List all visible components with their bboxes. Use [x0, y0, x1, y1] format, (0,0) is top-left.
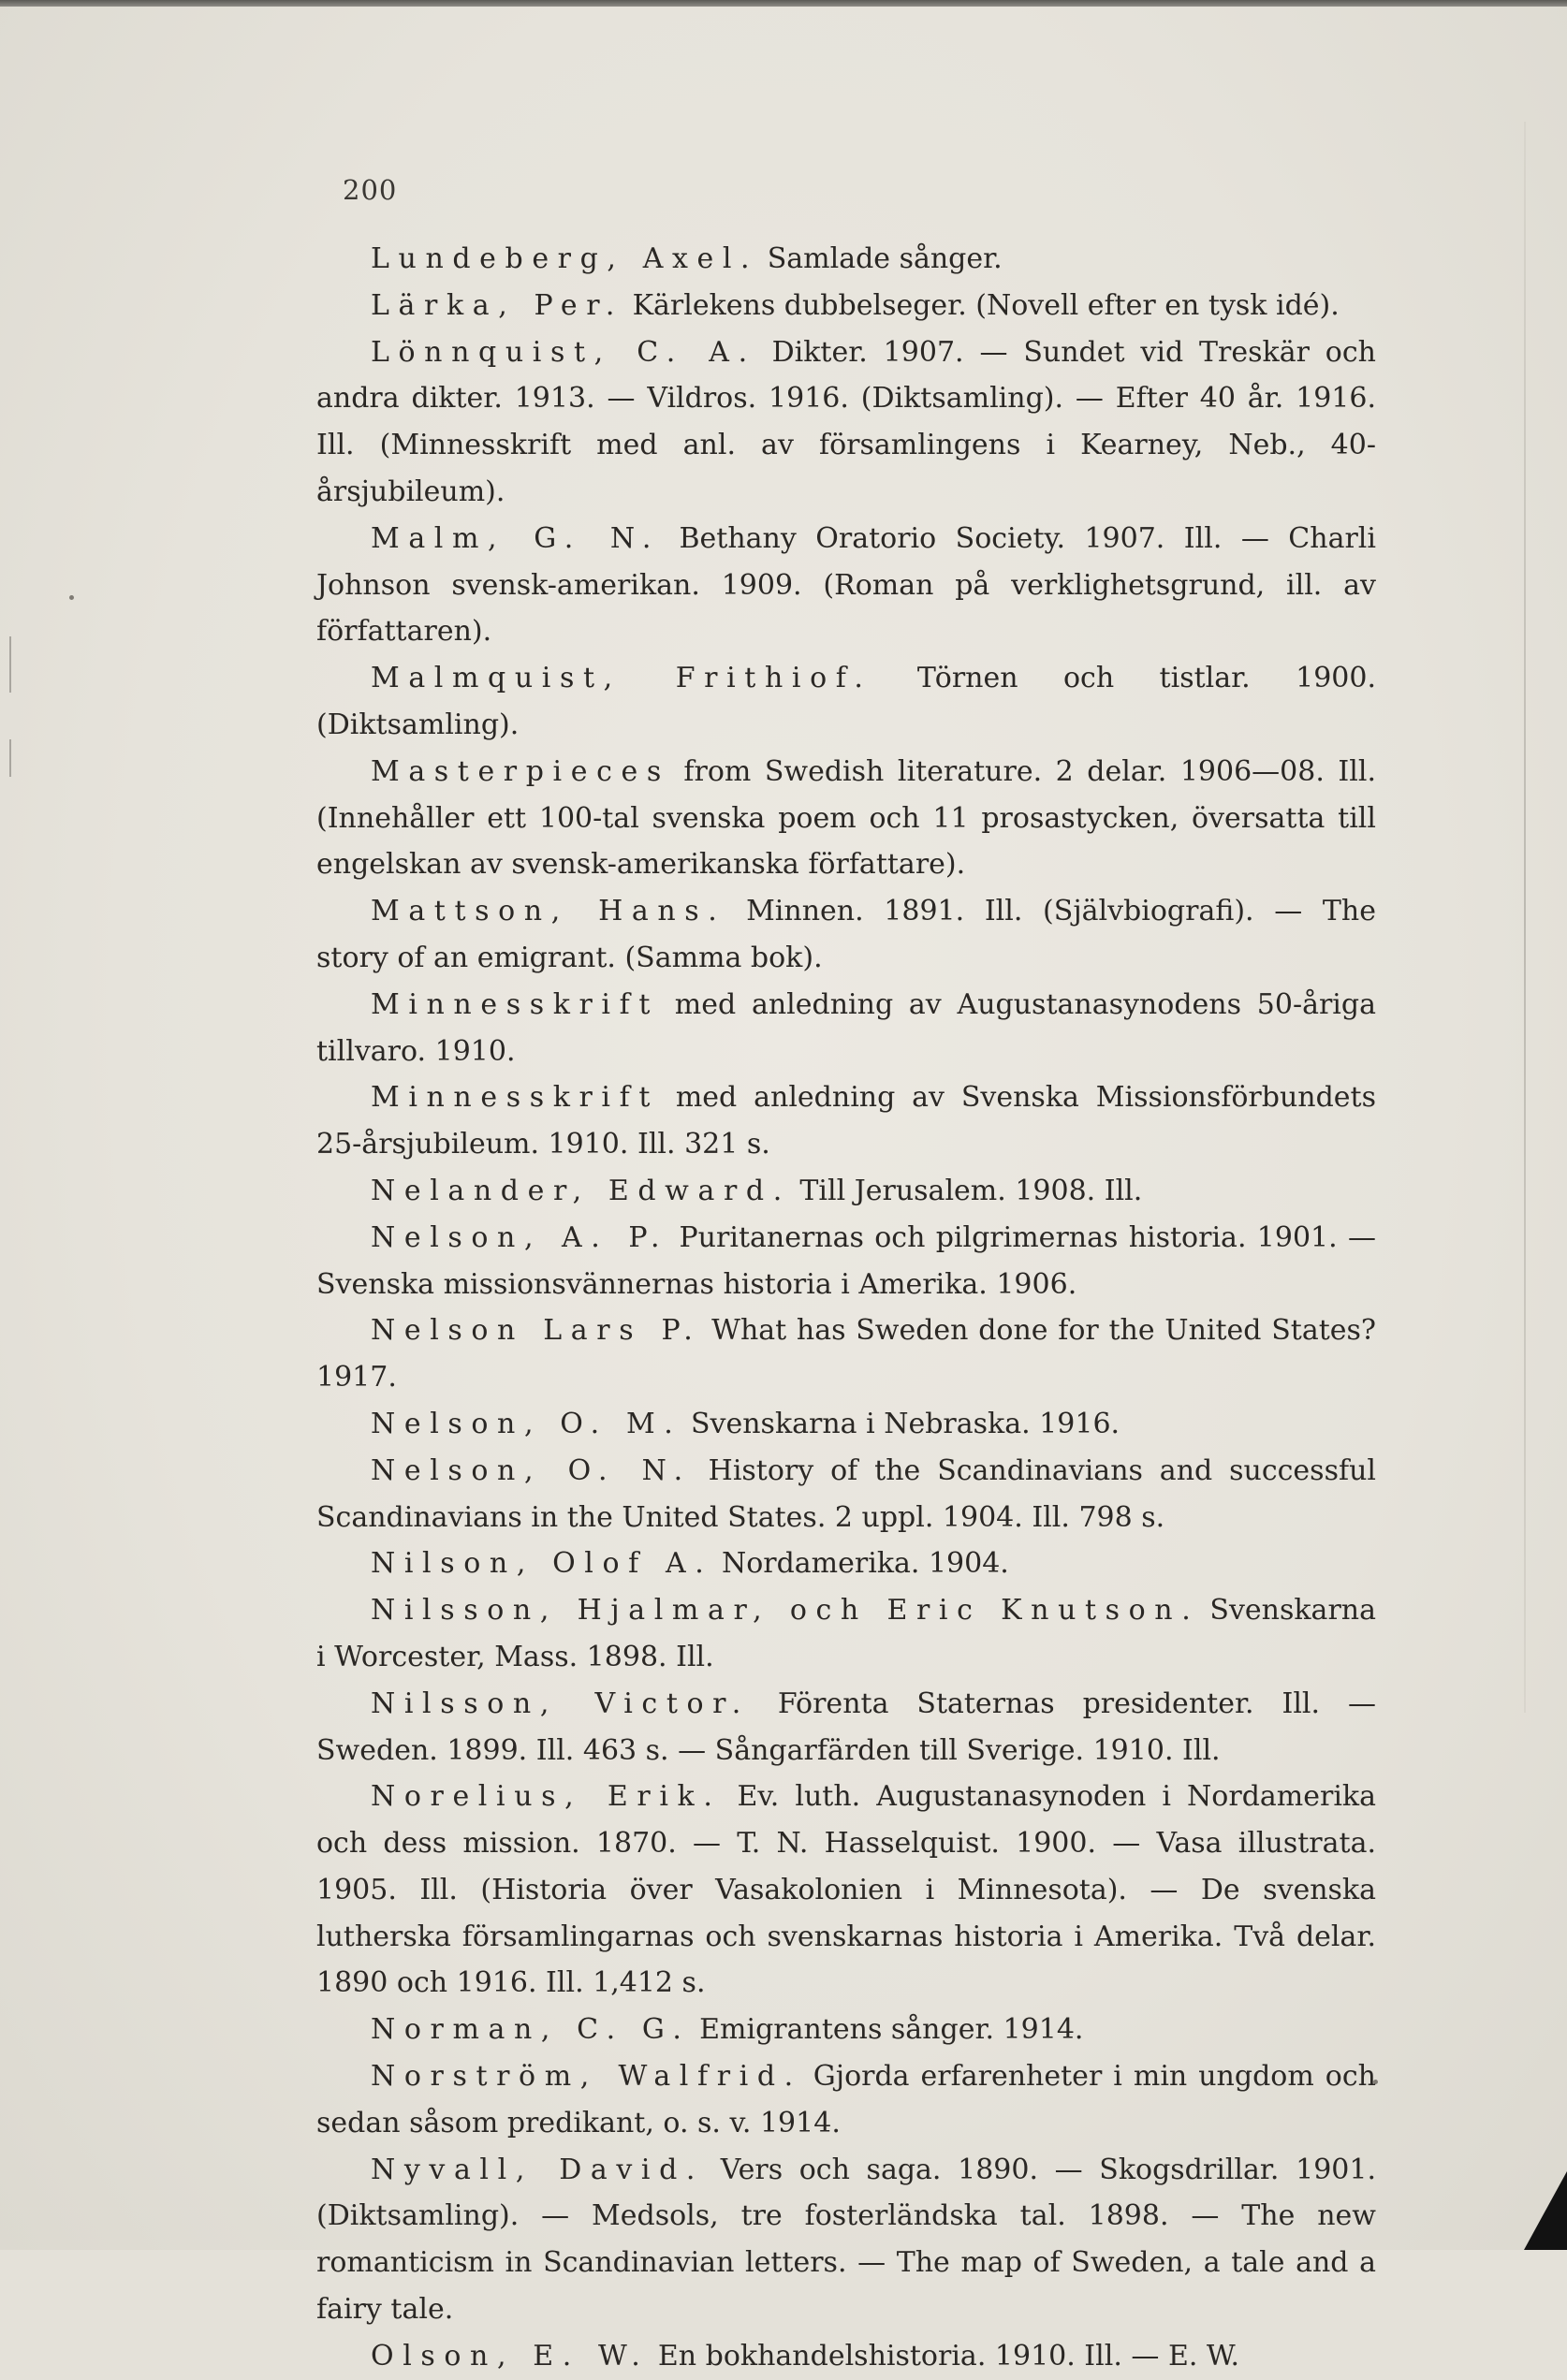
entry-text: med anledning av Svenska Missionsförbundets 25-årsjubileum. 1910. Ill. 321 s.: [316, 1081, 1376, 1161]
entry-text: Törnen och tistlar. 1900. (Diktsamling).: [316, 662, 1376, 741]
entry-text: Puritanernas och pilgrimernas historia. 1901. — Svenska missionsvännernas historia i Amerika. 1906.: [316, 1220, 1376, 1301]
page-number: 200: [343, 174, 398, 206]
entry-text: Vers och saga. 1890. — Skogsdrillar. 1901. (Diktsamling). — Medsols, tre fosterländska tal. 1898. — The new romanticism in Scandinavian letters. — The map of Sweden, a tale and a fairy tale.: [316, 2153, 1376, 2327]
entry-text: History of the Scandinavians and successful Scandinavians in the United States. 2 uppl. 1904. Ill. 798 s.: [316, 1453, 1376, 1534]
entry-author: Nelson Lars P.: [371, 1314, 702, 1348]
scan-corner-shadow: [1524, 2171, 1567, 2250]
entry-author: Olson, E. W.: [371, 2339, 650, 2373]
bibliography-entry: [316, 236, 1376, 283]
entry-author: Nelson, O. M.: [371, 1407, 682, 1440]
entry-author: Nelson, O. N.: [371, 1453, 692, 1487]
bibliography-entry: [316, 2007, 1376, 2053]
entry-text: Till Jerusalem. 1908. Ill.: [799, 1174, 1143, 1207]
entry-author: Norström, Walfrid.: [371, 2060, 802, 2094]
entry-author: Nilsson, Victor.: [371, 1686, 750, 1720]
entry-text: from Swedish literature. 2 delar. 1906—08. Ill. (Innehåller ett 100-tal svenska poem och 11 prosastycken, översatta till engelskan av svensk-amerikanska författare).: [316, 754, 1376, 882]
entry-author: Minnesskrift: [371, 1081, 659, 1115]
entry-author: Nelson, A. P.: [371, 1220, 669, 1254]
bibliography-entry: [316, 1774, 1376, 2007]
bibliography-entry: [316, 2147, 1376, 2333]
entry-author: Nilsson, Hjalmar, och Eric Knutson.: [371, 1594, 1200, 1628]
entry-author: Mattson, Hans.: [371, 895, 726, 928]
entry-text: Svenskarna i Worcester, Mass. 1898. Ill.: [316, 1594, 1376, 1673]
entry-author: Nilson, Olof A.: [371, 1547, 713, 1581]
entry-author: Masterpieces: [371, 754, 670, 788]
entry-author: Malm, G. N.: [371, 521, 661, 555]
bibliography-entry: [316, 1587, 1376, 1681]
scan-margin-mark: [9, 739, 11, 777]
entry-text: Samlade sånger.: [767, 242, 1003, 275]
entry-text: What has Sweden done for the United States? 1917.: [316, 1314, 1376, 1394]
entry-author: Norman, C. G.: [371, 2013, 691, 2047]
bibliography-entry: [316, 1540, 1376, 1587]
entry-text: Dikter. 1907. — Sundet vid Treskär och andra dikter. 1913. — Vildros. 1916. (Diktsamling). — Efter 40 år. 1916. Ill. (Minnesskrift med anl. av församlingens i Kearney, Neb., 40-årsjubileum).: [316, 335, 1376, 508]
entry-text: med anledning av Augustanasynodens 50-åriga tillvaro. 1910.: [316, 987, 1376, 1068]
entry-author: Lärka, Per.: [371, 288, 624, 322]
scan-speck: [69, 595, 74, 600]
entry-author: Nelander, Edward.: [371, 1174, 791, 1207]
entry-text: Emigrantens sånger. 1914.: [699, 2013, 1084, 2047]
entry-author: Lundeberg, Axel.: [371, 242, 759, 275]
entry-text: Nordamerika. 1904.: [721, 1547, 1009, 1581]
bibliography-entry: [316, 1215, 1376, 1308]
entry-text: Förenta Staternas presidenter. Ill. — Sweden. 1899. Ill. 463 s. — Sångarfärden till Sverige. 1910. Ill.: [316, 1686, 1376, 1767]
scan-fold-shadow: [1524, 122, 1526, 1713]
bibliography-entry: [316, 1681, 1376, 1774]
bibliography-entry: [316, 1074, 1376, 1168]
bibliography-entry: [316, 2053, 1376, 2147]
entry-author: Norelius, Erik.: [371, 1780, 722, 1814]
bibliography-entry: [316, 329, 1376, 516]
bibliography-entry: [316, 1168, 1376, 1215]
entry-author: Malmquist, Frithiof.: [371, 662, 872, 695]
bibliography-list: [316, 236, 1376, 2380]
scan-top-edge: [0, 0, 1567, 7]
entry-author: Lönnquist, C. A.: [371, 335, 756, 369]
entry-author: Minnesskrift: [371, 987, 659, 1021]
bibliography-entry: [316, 1401, 1376, 1448]
bibliography-entry: [316, 1307, 1376, 1401]
bibliography-entry: [316, 2333, 1376, 2380]
bibliography-entry: [316, 516, 1376, 655]
entry-text: Gjorda erfarenheter i min ungdom och sedan såsom predikant, o. s. v. 1914.: [316, 2060, 1376, 2139]
entry-text: En bokhandelshistoria. 1910. Ill. — E. W.: [657, 2339, 1240, 2373]
bibliography-entry: [316, 655, 1376, 749]
entry-author: Nyvall, David.: [371, 2153, 705, 2186]
entry-text: Bethany Oratorio Society. 1907. Ill. — Charli Johnson svensk-amerikan. 1909. (Roman på verklighetsgrund, ill. av författaren).: [316, 521, 1376, 649]
entry-text: Minnen. 1891. Ill. (Självbiografi). — The story of an emigrant. (Samma bok).: [316, 895, 1376, 974]
bibliography-entry: [316, 888, 1376, 982]
bibliography-entry: [316, 1448, 1376, 1541]
bibliography-entry: [316, 283, 1376, 329]
bibliography-entry: [316, 749, 1376, 888]
bibliography-entry: [316, 982, 1376, 1075]
entry-text: Kärlekens dubbelseger. (Novell efter en tysk idé).: [632, 288, 1340, 322]
entry-text: Svenskarna i Nebraska. 1916.: [690, 1407, 1120, 1440]
entry-text: Ev. luth. Augustanasynoden i Nordamerika och dess mission. 1870. — T. N. Hasselquist. 1900. — Vasa illustrata. 1905. Ill. (Historia över Vasakolonien i Minnesota). — De svenska lutherska församlingarnas och svenskarnas historia i Amerika. Två delar. 1890 och 1916. Ill. 1,412 s.: [316, 1780, 1376, 2000]
scan-margin-mark: [9, 636, 11, 693]
